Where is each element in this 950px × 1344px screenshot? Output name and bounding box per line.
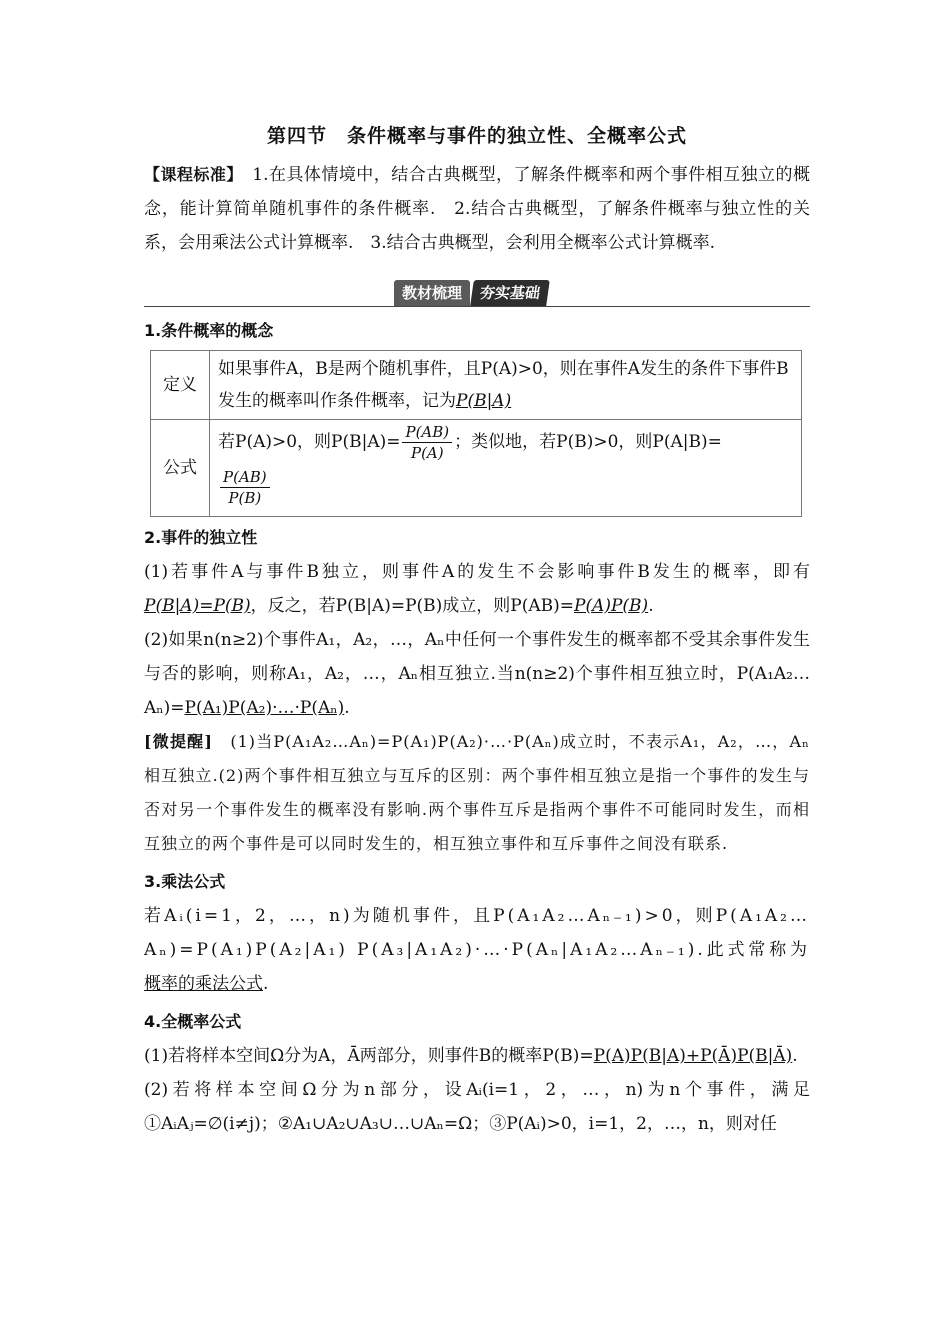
text-run: ，反之，若P(B|A)=P(B)成立，则P(AB)= (250, 596, 574, 616)
standard-text: 1.在具体情境中，结合古典概型，了解条件概率和两个事件相互独立的概念，能计算简单随机事件的条件概率. 2.结合古典概型，了解条件概率与独立性的关系，会用乘法公式计算概率. 3.结合古典概型，会利用全概率公式计算概率. (144, 165, 810, 253)
section-heading-4: 4.全概率公式 (144, 1012, 242, 1031)
multiplication-paragraph (144, 899, 810, 1001)
fraction-2-numerator: P(AB) (220, 467, 270, 488)
definition-text: 如果事件A，B是两个随机事件，且P(A)>0，则在事件A发生的条件下事件B发生的概率叫作条件概率，记为 (218, 359, 789, 411)
answer-underline: P(A₁)P(A₂)·…·P(Aₙ) (184, 698, 345, 718)
fraction-1-numerator: P(AB) (402, 422, 452, 443)
fraction-2-denominator: P(B) (228, 489, 262, 507)
tip-paragraph (144, 725, 810, 861)
banner-rule (144, 306, 810, 307)
definition-label: 定义 (151, 351, 210, 420)
fraction-1 (402, 422, 452, 463)
answer-underline: P(B|A)=P(B) (144, 596, 251, 616)
definition-cell (210, 351, 802, 420)
independence-paragraph-1 (144, 555, 810, 623)
text-run: . (648, 596, 654, 616)
page-title: 第四节 条件概率与事件的独立性、全概率公式 (266, 125, 687, 147)
answer-underline: P(A)P(B) (574, 596, 649, 616)
text-run: . (263, 974, 269, 994)
formula-label: 公式 (151, 420, 210, 517)
formula-pre: 若P(A)>0，则P(B|A)= (218, 432, 401, 452)
banner-right-label: 夯实基础 (470, 280, 550, 306)
text-run: (1)若事件A与事件B独立，则事件A的发生不会影响事件B发生的概率，即有 (144, 562, 810, 582)
table-row (151, 351, 802, 420)
independence-paragraph-2 (144, 623, 810, 725)
standard-tag: 【课程标准】 (144, 165, 235, 184)
banner-left-label: 教材梳理 (394, 280, 470, 306)
tip-tag: [微提醒] (144, 732, 213, 751)
section-banner (144, 270, 810, 310)
answer-underline: P(A)P(B|A)+P(Ā)P(B|Ā) (593, 1046, 793, 1066)
fraction-2 (220, 467, 270, 508)
curriculum-standard (144, 158, 810, 260)
definition-answer: P(B|A) (456, 391, 512, 411)
section-heading-3: 3.乘法公式 (144, 872, 226, 891)
total-probability-paragraph-1 (144, 1039, 810, 1073)
text-run: (1)若将样本空间Ω分为A，Ā两部分，则事件B的概率P(B)= (144, 1046, 594, 1066)
banner-tabs (394, 280, 548, 306)
tip-text: (1)当P(A₁A₂…Aₙ)=P(A₁)P(A₂)·…·P(Aₙ)成立时，不表示A₁，A₂，…，Aₙ相互独立.(2)两个事件相互独立与互斥的区别：两个事件相互独立是指一个事件的发生与否对另一个事件发生的概率没有影响.两个事件互斥是指两个事件不可能同时发生，而相互独立的两个事件是可以同时发生的，相互独立事件和互斥事件之间没有联系. (144, 732, 810, 853)
conditional-probability-table (150, 350, 802, 517)
text-run: . (792, 1046, 798, 1066)
text-run: . (344, 698, 350, 718)
section-heading-2: 2.事件的独立性 (144, 528, 258, 547)
total-probability-paragraph-2: (2)若将样本空间Ω分为n部分，设Aᵢ(i=1，2，…，n)为n个事件，满足①AᵢAⱼ=∅(i≠j)；②A₁∪A₂∪A₃∪…∪Aₙ=Ω；③P(Aᵢ)>0，i=1，2，…，n，则对任 (144, 1080, 810, 1134)
text-run: (2)如果n(n≥2)个事件A₁，A₂，…，Aₙ中任何一个事件发生的概率都不受其余事件发生与否的影响，则称A₁，A₂，…，Aₙ相互独立.当n(n≥2)个事件相互独立时，P(A₁A₂…Aₙ)= (144, 630, 810, 718)
text-run: 若Aᵢ(i=1，2，…，n)为随机事件，且P(A₁A₂…Aₙ₋₁)>0，则P(A₁A₂…Aₙ)=P(A₁)P(A₂|A₁) P(A₃|A₁A₂)·…·P(Aₙ|A₁A₂…Aₙ₋₁).此式常称为 (144, 906, 810, 960)
answer-underline: 概率的乘法公式 (144, 974, 263, 994)
fraction-1-denominator: P(A) (410, 444, 444, 462)
formula-cell (210, 420, 802, 517)
formula-mid: ；类似地，若P(B)>0，则P(A|B)= (454, 432, 722, 452)
section-heading-1: 1.条件概率的概念 (144, 321, 274, 340)
document-page (144, 118, 810, 1141)
table-row (151, 420, 802, 517)
